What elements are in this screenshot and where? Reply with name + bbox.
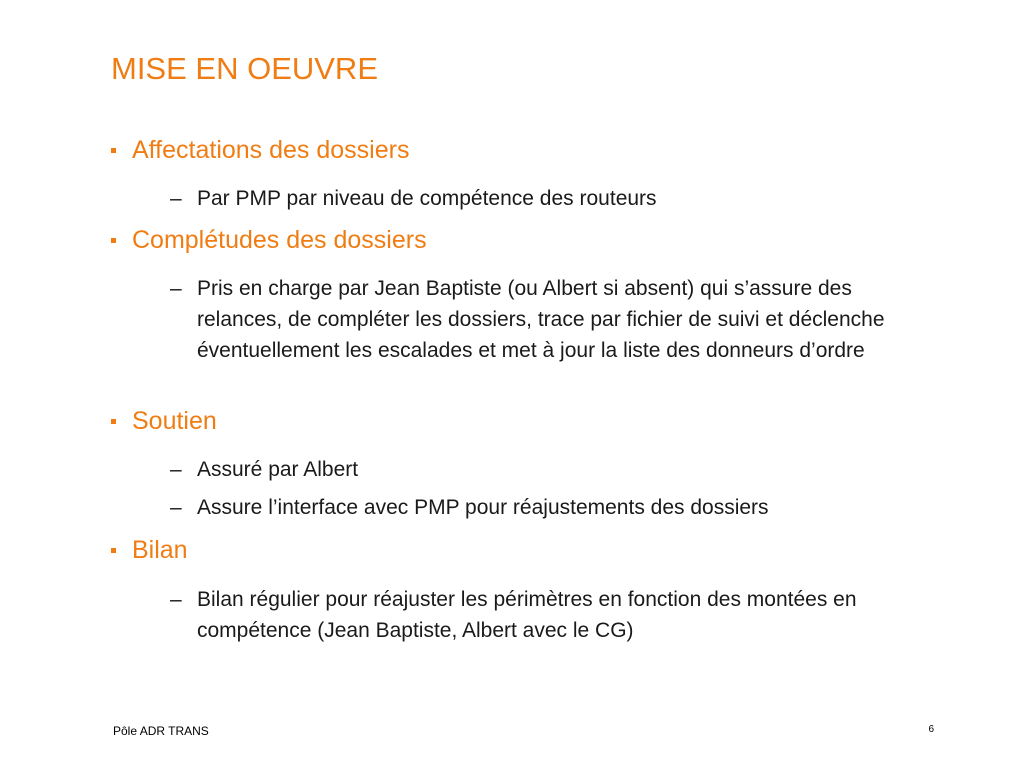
footer-organization: Pôle ADR TRANS: [113, 724, 209, 738]
square-bullet-icon: [111, 148, 116, 153]
sub-item-text: Assuré par Albert: [197, 458, 359, 481]
sub-item: [170, 492, 910, 523]
bullet-label: Complétudes des dossiers: [132, 225, 427, 254]
dash-bullet: –: [170, 588, 182, 611]
bullet-completudes: [111, 223, 427, 257]
dash-bullet: –: [170, 496, 182, 519]
square-bullet-icon: [111, 419, 116, 424]
dash-bullet: –: [170, 277, 182, 300]
sub-item-text: Assure l’interface avec PMP pour réajustements des dossiers: [197, 496, 769, 519]
bullet-label: Bilan: [132, 535, 188, 564]
dash-bullet: –: [170, 458, 182, 481]
bullet-label: Affectations des dossiers: [132, 135, 410, 164]
sub-item-text: Bilan régulier pour réajuster les périmètres en fonction des montées en compétence (Jean Baptiste, Albert avec le CG): [197, 588, 857, 642]
slide-title: MISE EN OEUVRE: [111, 51, 378, 86]
bullet-affectations: [111, 133, 409, 167]
footer-page-number: 6: [928, 724, 934, 735]
sub-item: [170, 584, 910, 646]
sub-item-text: Par PMP par niveau de compétence des routeurs: [197, 187, 657, 210]
bullet-soutien: [111, 404, 217, 438]
square-bullet-icon: [111, 548, 116, 553]
sub-item: [170, 183, 910, 214]
sub-item: [170, 273, 910, 366]
dash-bullet: –: [170, 187, 182, 210]
sub-item: [170, 454, 910, 485]
square-bullet-icon: [111, 238, 116, 243]
sub-item-text: Pris en charge par Jean Baptiste (ou Albert si absent) qui s’assure des relances, de compléter les dossiers, trace par fichier de suivi et déclenche éventuellement les escalades et met à jour la liste des donneurs d’ordre: [197, 277, 885, 362]
bullet-bilan: [111, 533, 188, 567]
bullet-label: Soutien: [132, 406, 217, 435]
